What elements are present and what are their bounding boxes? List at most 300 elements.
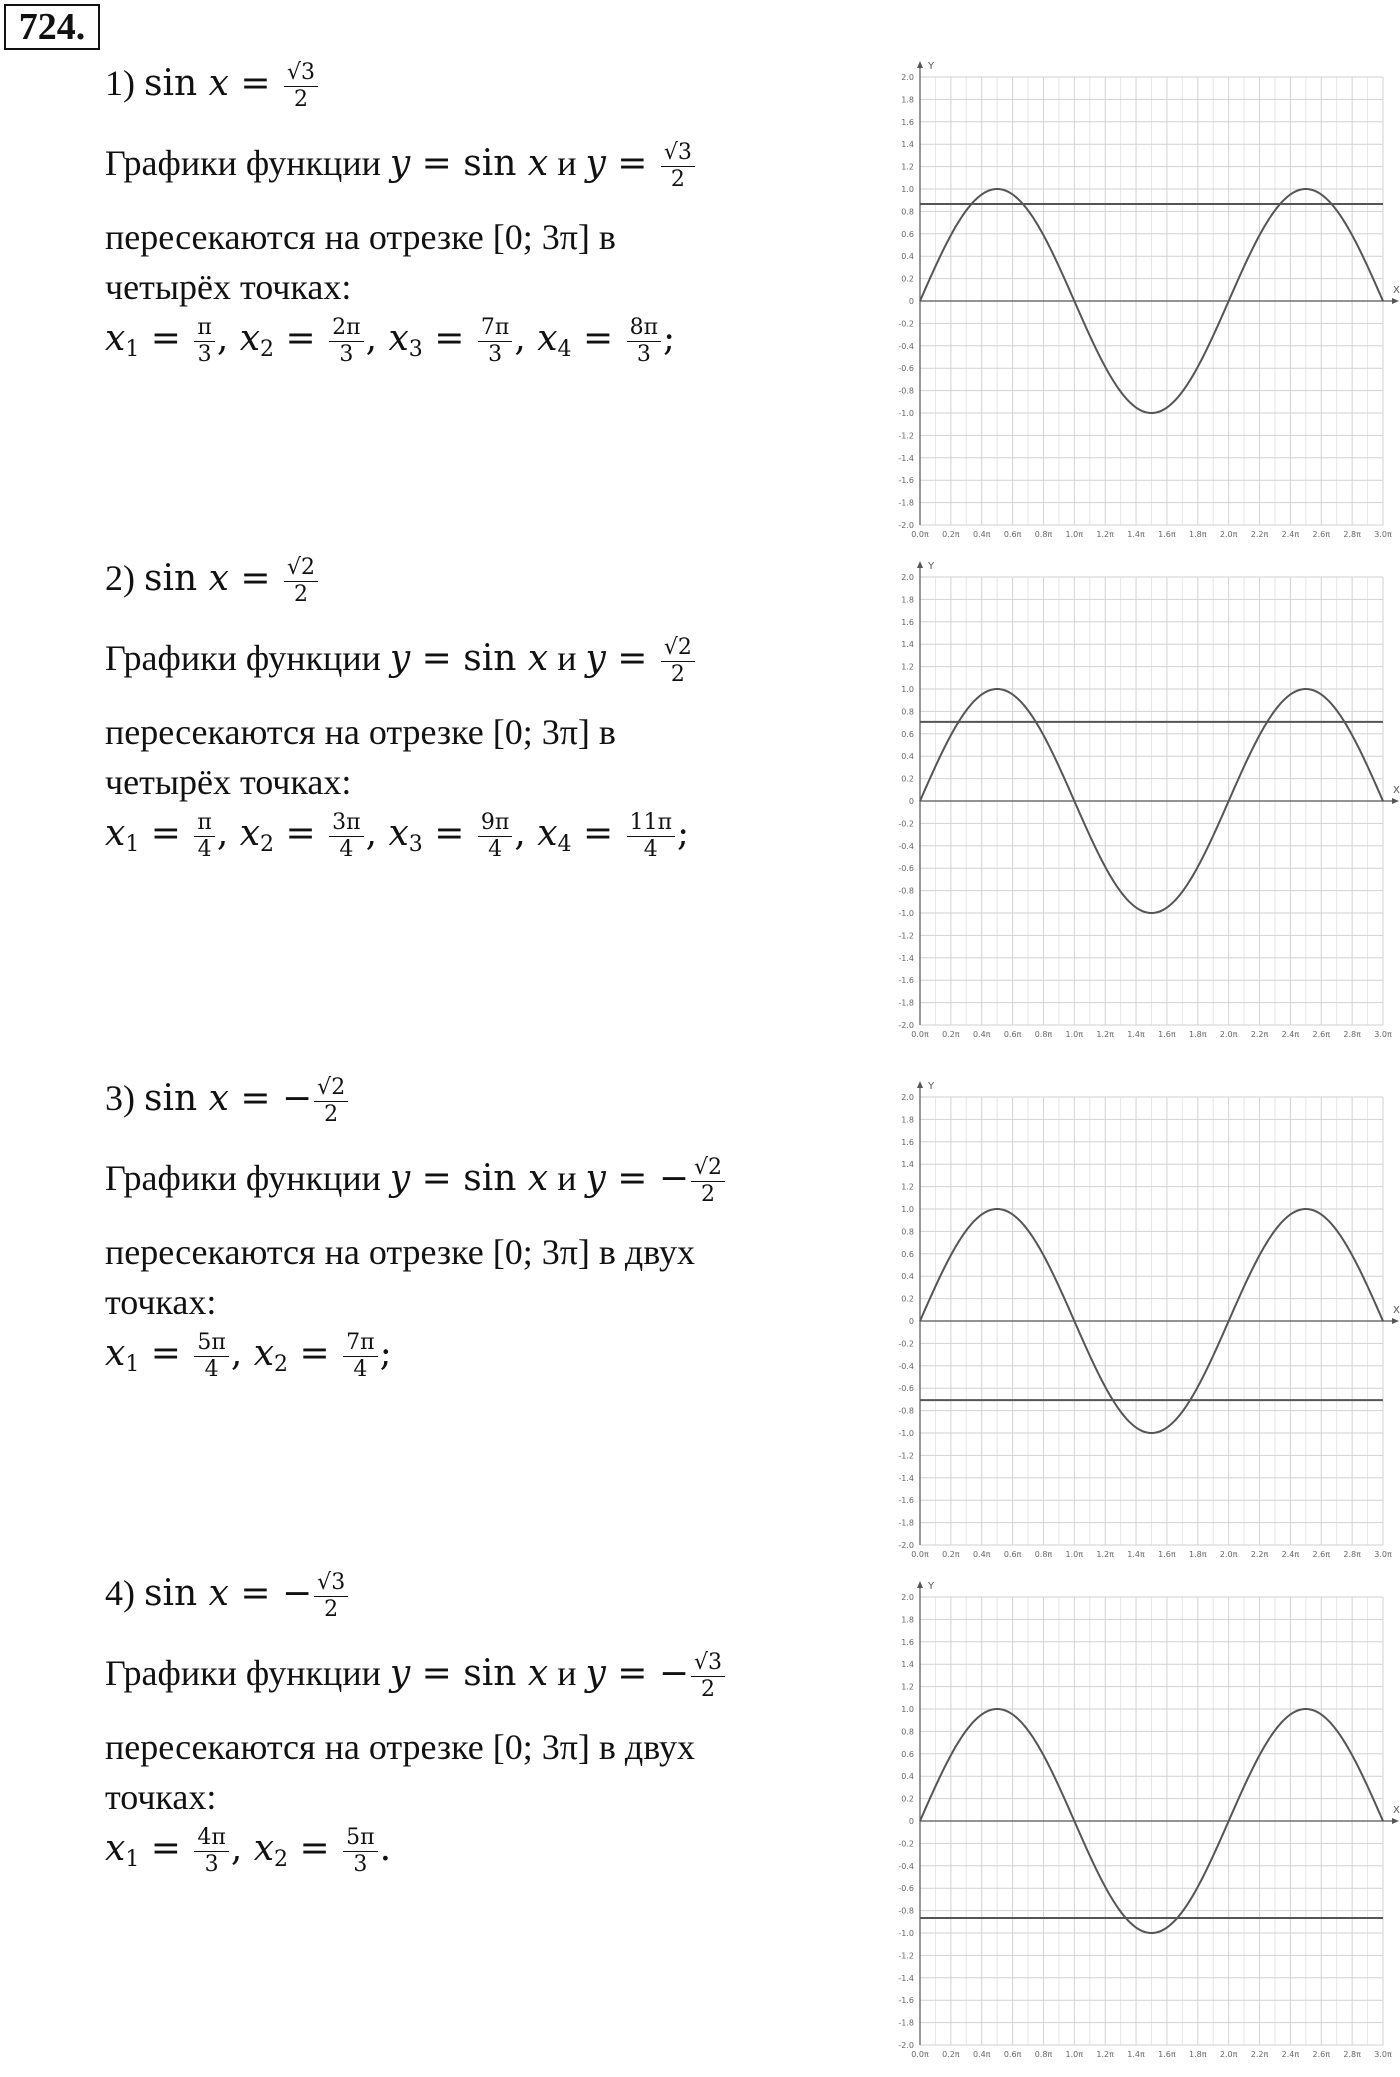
chart-svg	[880, 1075, 1400, 1570]
graphs-line	[105, 1155, 727, 1208]
x-tick-label: 2.0π	[1219, 530, 1238, 539]
y-tick-label: -1.8	[898, 498, 914, 508]
x-tick-label: 0.4π	[972, 1030, 991, 1039]
fraction-numerator: √2	[314, 1075, 348, 1102]
y-tick-label: 1.0	[901, 185, 914, 194]
x-tick-label: 2.0π	[1219, 1550, 1238, 1559]
sin-fn: sin	[144, 557, 209, 599]
y-tick-label: 0.4	[901, 1772, 914, 1782]
y-tick-label: -1.8	[898, 998, 914, 1008]
x-tick-label: 2.2π	[1250, 1550, 1269, 1559]
intersect-line: пересекаются на отрезке [0; 3π] в двух	[105, 1727, 695, 1767]
y-tick-label: -0.6	[898, 864, 914, 874]
x-tick-label: 0.8π	[1034, 2050, 1053, 2059]
end-punct: ;	[663, 317, 676, 359]
fraction-denominator: 2	[670, 662, 685, 687]
y-tick-label: 0	[908, 297, 914, 306]
y-tick-label: 1.6	[901, 617, 914, 627]
x-tick-label: 0.4π	[972, 2050, 991, 2059]
x-tick-label: 2.0π	[1219, 2050, 1238, 2059]
equation-line	[105, 60, 320, 113]
y-tick-label: 1.8	[901, 95, 914, 105]
y-tick-label: -1.0	[898, 1929, 914, 1938]
fraction-denominator: 4	[204, 1357, 219, 1382]
y-tick-label: -0.8	[898, 386, 914, 396]
equals-sign: =	[228, 1572, 282, 1614]
chart-svg	[880, 555, 1400, 1050]
x-tick-label: 3.0π	[1374, 2050, 1392, 2059]
x-tick-label: 0.6π	[1003, 530, 1022, 539]
x-tick-label: 1.0π	[1065, 530, 1084, 539]
rhs-sign: −	[658, 1652, 690, 1694]
equals-sign: =	[288, 1332, 342, 1374]
var-y: y	[585, 1652, 606, 1694]
root-index: 1	[125, 1846, 140, 1872]
equals-sign: =	[228, 557, 282, 599]
y-tick-label: 0.6	[901, 729, 914, 739]
comma: ,	[365, 812, 389, 854]
x-tick-label: 1.4π	[1127, 1030, 1145, 1039]
fraction-denominator: 3	[197, 342, 212, 367]
root-fraction	[478, 810, 512, 863]
root-index: 4	[557, 831, 572, 857]
var-y: y	[389, 1157, 411, 1199]
fraction-denominator: 3	[636, 342, 651, 367]
y-tick-label: -1.6	[898, 1996, 914, 2006]
equals-sign: =	[274, 812, 328, 854]
var-x: x	[208, 1572, 229, 1614]
y-tick-label: 1.0	[901, 1205, 914, 1214]
y-tick-label: 1.6	[901, 1637, 914, 1647]
x-tick-label: 0.0π	[911, 2050, 929, 2059]
y-tick-label: -1.0	[898, 909, 914, 918]
fraction-denominator: 4	[488, 837, 503, 862]
var-x: x	[208, 1077, 229, 1119]
x-tick-label: 1.4π	[1127, 2050, 1145, 2059]
root-index: 1	[125, 336, 140, 362]
x-tick-label: 1.0π	[1065, 1550, 1084, 1559]
x-tick-label: 2.4π	[1281, 2050, 1300, 2059]
x-axis-arrow	[1392, 1318, 1399, 1324]
fraction-numerator: π	[194, 315, 214, 342]
fraction-numerator: 3π	[329, 810, 363, 837]
fraction-denominator: 4	[339, 837, 354, 862]
roots-line	[105, 1330, 392, 1387]
y-tick-label: -0.6	[898, 1384, 914, 1394]
equals-sign: =	[422, 812, 476, 854]
rhs-fraction	[691, 1155, 725, 1208]
and-text: и	[557, 1652, 577, 1693]
x-tick-label: 1.2π	[1096, 1030, 1114, 1039]
root-fraction	[194, 1330, 228, 1383]
y-tick-label: -0.8	[898, 1906, 914, 1916]
y-tick-label: 1.6	[901, 117, 914, 127]
y-tick-label: -0.2	[898, 1339, 914, 1349]
equation-line	[105, 555, 320, 608]
root-index: 1	[125, 831, 140, 857]
var-x: x	[239, 317, 261, 359]
y-tick-label: 0.6	[901, 1249, 914, 1259]
graphs-text: Графики функции	[105, 637, 381, 678]
equals-sign: = sin	[410, 637, 528, 679]
equals-sign: =	[139, 1827, 193, 1869]
equals-sign: =	[288, 1827, 342, 1869]
x-tick-label: 1.2π	[1096, 2050, 1114, 2059]
y-tick-label: 0.8	[901, 207, 914, 217]
end-punct: .	[379, 1827, 392, 1869]
fraction-numerator: 7π	[343, 1330, 377, 1357]
chart-svg	[880, 55, 1400, 550]
and-text: и	[557, 142, 577, 183]
x-tick-label: 1.8π	[1189, 530, 1207, 539]
root-index: 1	[125, 1351, 140, 1377]
root-index: 2	[274, 1846, 289, 1872]
root-fraction	[343, 1825, 377, 1878]
fraction-numerator: 7π	[478, 315, 512, 342]
x-tick-label: 0.2π	[942, 1030, 960, 1039]
equals-sign: = sin	[410, 1157, 528, 1199]
root-fraction	[194, 315, 214, 368]
fraction-numerator: 4π	[194, 1825, 228, 1852]
equals-sign: = sin	[410, 1652, 528, 1694]
y-tick-label: 1.4	[901, 140, 914, 150]
fraction-denominator: 4	[643, 837, 658, 862]
x-tick-label: 0.2π	[942, 530, 960, 539]
equation-line	[105, 1075, 350, 1128]
root-index: 3	[408, 336, 423, 362]
x-axis-label: X	[1393, 1305, 1400, 1316]
points-line: точках:	[105, 1282, 217, 1322]
x-tick-label: 1.8π	[1189, 2050, 1207, 2059]
x-tick-label: 1.2π	[1096, 1550, 1114, 1559]
x-tick-label: 0.2π	[942, 2050, 960, 2059]
fraction-denominator: 2	[324, 1597, 339, 1622]
fraction-denominator: 3	[339, 342, 354, 367]
rhs-sign: −	[658, 1157, 690, 1199]
x-tick-label: 3.0π	[1374, 1550, 1392, 1559]
comma: ,	[365, 317, 389, 359]
x-tick-label: 0.6π	[1003, 1550, 1022, 1559]
y-tick-label: 1.4	[901, 1160, 914, 1170]
graphs-text: Графики функции	[105, 1652, 381, 1693]
comma: ,	[230, 1827, 254, 1869]
x-tick-label: 1.4π	[1127, 1550, 1145, 1559]
equals-sign: =	[274, 317, 328, 359]
fraction-numerator: √2	[661, 635, 695, 662]
y-tick-label: 0.2	[901, 1794, 914, 1804]
y-tick-label: 0.4	[901, 752, 914, 762]
y-tick-label: -2.0	[898, 1541, 914, 1550]
x-tick-label: 2.2π	[1250, 2050, 1269, 2059]
x-tick-label: 0.0π	[911, 1030, 929, 1039]
var-x: x	[253, 1332, 275, 1374]
y-tick-label: 0	[908, 1317, 914, 1326]
y-tick-label: 1.8	[901, 1115, 914, 1125]
y-tick-label: 1.8	[901, 595, 914, 605]
item-label: 3)	[105, 1077, 135, 1118]
var-x: x	[253, 1827, 275, 1869]
y-tick-label: 1.6	[901, 1137, 914, 1147]
var-x: x	[537, 812, 558, 854]
equals-sign: =	[228, 62, 282, 104]
y-axis-arrow	[917, 61, 923, 68]
y-tick-label: 0.6	[901, 1749, 914, 1759]
x-tick-label: 1.6π	[1158, 530, 1176, 539]
x-tick-label: 2.4π	[1281, 1550, 1300, 1559]
fraction-numerator: 9π	[478, 810, 512, 837]
x-tick-label: 2.0π	[1219, 1030, 1238, 1039]
fraction-denominator: 2	[294, 582, 308, 607]
var-y: y	[389, 1652, 411, 1694]
x-tick-label: 2.2π	[1250, 1030, 1269, 1039]
fraction-denominator: 2	[701, 1182, 716, 1207]
var-x: x	[527, 637, 549, 679]
root-fraction	[627, 315, 661, 368]
y-tick-label: 2.0	[901, 1593, 914, 1602]
fraction-numerator: √2	[284, 555, 318, 582]
points-line: четырёх точках:	[105, 762, 352, 802]
y-tick-label: -1.6	[898, 1496, 914, 1506]
x-tick-label: 3.0π	[1374, 1030, 1392, 1039]
y-tick-label: 1.2	[901, 1682, 914, 1692]
fraction-numerator: √3	[284, 60, 318, 87]
root-index: 3	[408, 831, 423, 857]
x-axis-label: X	[1393, 285, 1400, 296]
y-axis-label: Y	[928, 1581, 935, 1592]
x-tick-label: 1.8π	[1189, 1550, 1207, 1559]
y-tick-label: 2.0	[901, 1093, 914, 1102]
fraction-numerator: √2	[691, 1155, 725, 1182]
chart-3	[880, 1075, 1400, 1570]
var-x: x	[527, 1157, 549, 1199]
x-axis-label: X	[1393, 785, 1400, 796]
y-tick-label: 1.4	[901, 640, 914, 650]
y-tick-label: -1.0	[898, 409, 914, 418]
x-tick-label: 2.2π	[1250, 530, 1269, 539]
fraction-denominator: 3	[488, 342, 503, 367]
y-tick-label: -0.2	[898, 1839, 914, 1849]
fraction-denominator: 4	[197, 837, 212, 862]
x-tick-label: 0.4π	[972, 1550, 991, 1559]
root-fraction	[627, 810, 675, 863]
y-tick-label: -0.4	[898, 841, 914, 851]
var-x: x	[388, 812, 409, 854]
y-tick-label: -1.8	[898, 2018, 914, 2028]
x-tick-label: 1.6π	[1158, 1550, 1176, 1559]
y-tick-label: -0.6	[898, 364, 914, 374]
x-tick-label: 2.6π	[1312, 1550, 1331, 1559]
fraction-numerator: √3	[691, 1650, 725, 1677]
intersect-line: пересекаются на отрезке [0; 3π] в	[105, 712, 616, 752]
root-index: 2	[260, 831, 275, 857]
y-tick-label: 0.2	[901, 774, 914, 784]
fraction-numerator: π	[194, 810, 214, 837]
graphs-text: Графики функции	[105, 142, 381, 183]
fraction-denominator: 3	[204, 1852, 219, 1877]
item-label: 2)	[105, 557, 135, 598]
equals-sign: =	[139, 317, 193, 359]
var-x: x	[105, 1827, 126, 1869]
intersect-line: пересекаются на отрезке [0; 3π] в двух	[105, 1232, 695, 1272]
problem-number: 724.	[4, 4, 100, 50]
root-fraction	[329, 810, 363, 863]
y-tick-label: -0.4	[898, 1861, 914, 1871]
y-tick-label: -1.4	[898, 953, 914, 963]
comma: ,	[216, 317, 240, 359]
rhs-sign: −	[282, 1572, 313, 1614]
x-axis-label: X	[1393, 1805, 1400, 1816]
y-tick-label: 1.4	[901, 1660, 914, 1670]
x-tick-label: 0.8π	[1034, 530, 1053, 539]
x-tick-label: 0.8π	[1034, 1030, 1053, 1039]
y-tick-label: 0.2	[901, 1294, 914, 1304]
and-text: и	[557, 1157, 577, 1198]
equals-sign: =	[605, 142, 659, 184]
y-tick-label: -2.0	[898, 1021, 914, 1030]
var-y: y	[389, 637, 411, 679]
fraction-denominator: 2	[294, 87, 308, 112]
y-tick-label: 0	[908, 1817, 914, 1826]
y-axis-label: Y	[928, 1081, 935, 1092]
equals-sign: =	[605, 1652, 659, 1694]
x-tick-label: 0.0π	[911, 530, 929, 539]
var-y: y	[585, 142, 606, 184]
y-tick-label: 1.2	[901, 1182, 914, 1192]
y-tick-label: -0.6	[898, 1884, 914, 1894]
fraction-denominator: 2	[324, 1102, 339, 1127]
comma: ,	[514, 812, 538, 854]
sin-fn: sin	[144, 1077, 209, 1119]
x-tick-label: 1.6π	[1158, 1030, 1176, 1039]
x-tick-label: 1.6π	[1158, 2050, 1176, 2059]
var-x: x	[105, 812, 126, 854]
roots-line	[105, 810, 689, 867]
y-tick-label: 1.2	[901, 662, 914, 672]
x-tick-label: 2.8π	[1343, 530, 1361, 539]
fraction-denominator: 3	[353, 1852, 368, 1877]
var-x: x	[239, 812, 261, 854]
var-y: y	[585, 637, 606, 679]
points-line: точках:	[105, 1777, 217, 1817]
y-tick-label: -1.2	[898, 1451, 914, 1461]
equals-sign: =	[571, 317, 625, 359]
rhs-fraction	[314, 1075, 348, 1128]
y-tick-label: 1.8	[901, 1615, 914, 1625]
comma: ,	[514, 317, 538, 359]
y-axis-label: Y	[928, 61, 935, 72]
equals-sign: =	[422, 317, 476, 359]
y-tick-label: 0.2	[901, 274, 914, 284]
comma: ,	[230, 1332, 254, 1374]
x-tick-label: 1.2π	[1096, 530, 1114, 539]
fraction-numerator: 5π	[343, 1825, 377, 1852]
and-text: и	[557, 637, 577, 678]
equation-line	[105, 1570, 350, 1623]
root-fraction	[194, 1825, 228, 1878]
var-x: x	[527, 142, 549, 184]
graphs-line	[105, 1650, 727, 1703]
rhs-fraction	[284, 555, 318, 608]
var-x: x	[388, 317, 409, 359]
var-y: y	[585, 1157, 606, 1199]
y-tick-label: -1.4	[898, 1973, 914, 1983]
x-tick-label: 2.4π	[1281, 530, 1300, 539]
fraction-denominator: 4	[353, 1357, 368, 1382]
chart-svg	[880, 1575, 1400, 2070]
fraction-denominator: 2	[670, 167, 685, 192]
x-tick-label: 2.6π	[1312, 1030, 1331, 1039]
item-label: 1)	[105, 62, 135, 103]
y-tick-label: 0.8	[901, 1227, 914, 1237]
y-tick-label: 0.8	[901, 1727, 914, 1737]
fraction-denominator: 2	[701, 1677, 716, 1702]
var-y: y	[389, 142, 411, 184]
root-index: 4	[557, 336, 572, 362]
y-tick-label: 0.8	[901, 707, 914, 717]
x-tick-label: 2.6π	[1312, 530, 1331, 539]
roots-line	[105, 315, 675, 372]
equals-sign: =	[571, 812, 625, 854]
y-tick-label: -0.4	[898, 341, 914, 351]
x-tick-label: 2.8π	[1343, 1550, 1361, 1559]
sin-fn: sin	[144, 1572, 209, 1614]
x-tick-label: 0.0π	[911, 1550, 929, 1559]
var-x: x	[105, 317, 126, 359]
y-tick-label: 2.0	[901, 73, 914, 82]
equals-sign: =	[605, 637, 659, 679]
fraction-numerator: √3	[314, 1570, 348, 1597]
y-tick-label: -0.8	[898, 886, 914, 896]
x-axis-arrow	[1392, 1818, 1399, 1824]
y-tick-label: 0	[908, 797, 914, 806]
var-x: x	[105, 1332, 126, 1374]
chart-2	[880, 555, 1400, 1050]
y-tick-label: -1.6	[898, 476, 914, 486]
x-tick-label: 0.4π	[972, 530, 991, 539]
rhs-fraction	[661, 140, 695, 193]
equals-sign: =	[605, 1157, 659, 1199]
y-tick-label: -1.2	[898, 931, 914, 941]
roots-line	[105, 1825, 391, 1882]
sin-fn: sin	[144, 62, 209, 104]
y-tick-label: -0.4	[898, 1361, 914, 1371]
intersect-line: пересекаются на отрезке [0; 3π] в	[105, 217, 616, 257]
y-tick-label: -0.2	[898, 819, 914, 829]
y-tick-label: -1.4	[898, 1473, 914, 1483]
rhs-sign: −	[282, 1077, 313, 1119]
equals-sign: =	[228, 1077, 282, 1119]
var-x: x	[208, 62, 229, 104]
rhs-fraction	[314, 1570, 348, 1623]
root-fraction	[329, 315, 363, 368]
y-tick-label: -0.2	[898, 319, 914, 329]
x-tick-label: 3.0π	[1374, 530, 1392, 539]
fraction-numerator: 5π	[194, 1330, 228, 1357]
y-tick-label: 1.0	[901, 1705, 914, 1714]
y-axis-arrow	[917, 561, 923, 568]
x-axis-arrow	[1392, 798, 1399, 804]
fraction-numerator: 2π	[329, 315, 363, 342]
x-tick-label: 0.6π	[1003, 1030, 1022, 1039]
comma: ,	[216, 812, 240, 854]
x-tick-label: 1.0π	[1065, 1030, 1084, 1039]
rhs-fraction	[691, 1650, 725, 1703]
rhs-fraction	[284, 60, 318, 113]
end-punct: ;	[379, 1332, 392, 1374]
y-tick-label: -1.4	[898, 453, 914, 463]
x-tick-label: 0.6π	[1003, 2050, 1022, 2059]
item-label: 4)	[105, 1572, 135, 1613]
